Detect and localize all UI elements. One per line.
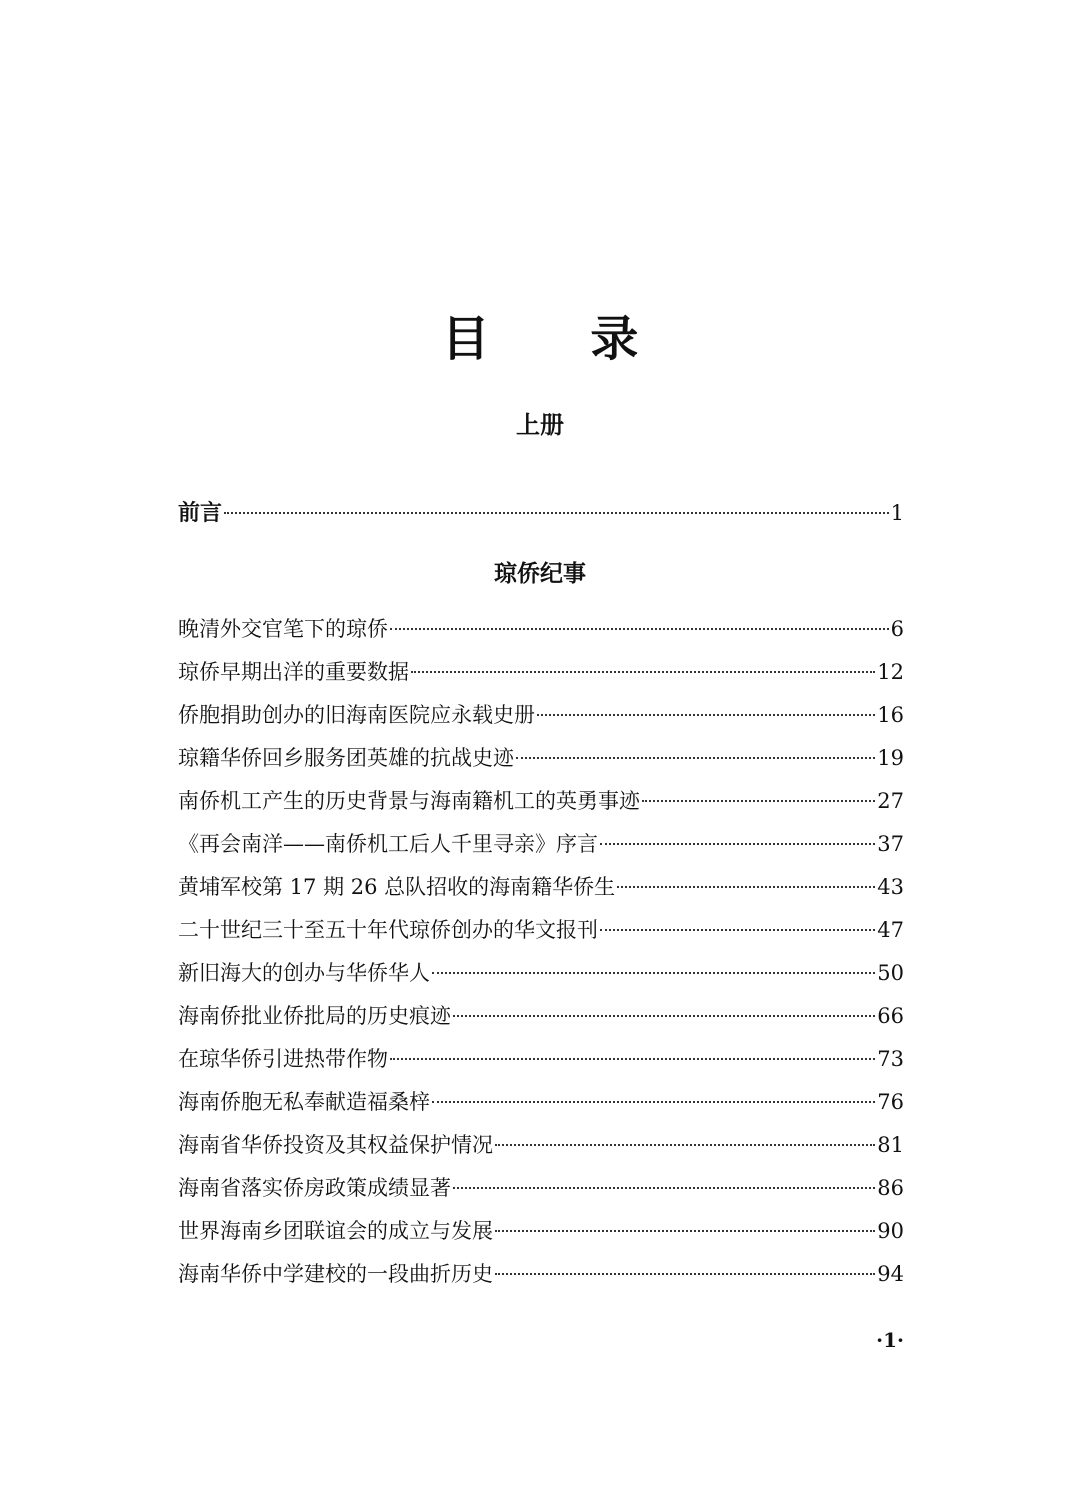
toc-entry bbox=[178, 1216, 904, 1246]
toc-entry-preface bbox=[178, 498, 904, 529]
dot-leader bbox=[453, 1187, 875, 1189]
toc-entry bbox=[178, 614, 904, 644]
dot-leader bbox=[432, 1101, 875, 1103]
toc-entry-page: 19 bbox=[877, 746, 904, 770]
dot-leader bbox=[516, 757, 875, 759]
toc-entry-page: 81 bbox=[877, 1133, 904, 1157]
toc-entry-page: 16 bbox=[877, 703, 904, 727]
toc-entry bbox=[178, 829, 904, 859]
toc-entry-label: 《再会南洋——南侨机工后人千里寻亲》序言 bbox=[178, 832, 598, 856]
toc-entry-label: 新旧海大的创办与华侨华人 bbox=[178, 961, 430, 985]
toc-entry-label: 晚清外交官笔下的琼侨 bbox=[178, 617, 388, 641]
toc-entry-page: 76 bbox=[877, 1090, 904, 1114]
toc-entry bbox=[178, 743, 904, 773]
toc-entry-page: 12 bbox=[877, 660, 904, 684]
toc-entry-label: 海南省落实侨房政策成绩显著 bbox=[178, 1176, 451, 1200]
dot-leader bbox=[390, 628, 889, 630]
dot-leader bbox=[411, 671, 875, 673]
toc-entry bbox=[178, 1173, 904, 1203]
dot-leader bbox=[390, 1058, 875, 1060]
dot-leader bbox=[495, 1273, 875, 1275]
toc-entry-label: 黄埔军校第 17 期 26 总队招收的海南籍华侨生 bbox=[178, 875, 616, 899]
dot-leader bbox=[642, 800, 875, 802]
toc-entry bbox=[178, 657, 904, 687]
toc-entry-page: 50 bbox=[877, 961, 904, 985]
toc-entry-label: 海南华侨中学建校的一段曲折历史 bbox=[178, 1262, 493, 1286]
toc-entry bbox=[178, 786, 904, 816]
volume-heading: 上册 bbox=[516, 411, 564, 439]
toc-entry-label: 侨胞捐助创办的旧海南医院应永载史册 bbox=[178, 703, 535, 727]
toc-entry-label: 二十世纪三十至五十年代琼侨创办的华文报刊 bbox=[178, 918, 598, 942]
toc-entry bbox=[178, 1130, 904, 1160]
dot-leader bbox=[600, 929, 875, 931]
toc-entry-page: 73 bbox=[877, 1047, 904, 1071]
toc-entry-label: 海南省华侨投资及其权益保护情况 bbox=[178, 1133, 493, 1157]
toc-entry-page: 43 bbox=[877, 875, 904, 899]
toc-entry-page: 37 bbox=[877, 832, 904, 856]
toc-entry-page: 86 bbox=[877, 1176, 904, 1200]
page-number: ·1· bbox=[876, 1328, 904, 1352]
toc-entry-page: 47 bbox=[877, 918, 904, 942]
toc-entry bbox=[178, 1044, 904, 1074]
toc-entry bbox=[178, 958, 904, 988]
toc-entry-label: 琼侨早期出洋的重要数据 bbox=[178, 660, 409, 684]
toc-entry bbox=[178, 1259, 904, 1289]
toc-entry-label: 海南侨批业侨批局的历史痕迹 bbox=[178, 1004, 451, 1028]
toc-entry-page: 6 bbox=[890, 617, 904, 641]
toc-entry bbox=[178, 915, 904, 945]
toc-entry-label: 前言 bbox=[178, 501, 223, 526]
toc-entry-page: 90 bbox=[877, 1219, 904, 1243]
dot-leader bbox=[224, 512, 889, 514]
toc-entry-label: 世界海南乡团联谊会的成立与发展 bbox=[178, 1219, 493, 1243]
dot-leader bbox=[600, 843, 875, 845]
toc-entry-page: 1 bbox=[890, 501, 904, 525]
dot-leader bbox=[617, 886, 875, 888]
toc-entry-label: 海南侨胞无私奉献造福桑梓 bbox=[178, 1090, 430, 1114]
dot-leader bbox=[495, 1144, 875, 1146]
toc-entry-page: 27 bbox=[877, 789, 904, 813]
section-heading: 琼侨纪事 bbox=[494, 561, 586, 587]
dot-leader bbox=[537, 714, 875, 716]
toc-entry bbox=[178, 700, 904, 730]
dot-leader bbox=[432, 972, 875, 974]
dot-leader bbox=[495, 1230, 875, 1232]
toc-entry bbox=[178, 1087, 904, 1117]
toc-entry-label: 南侨机工产生的历史背景与海南籍机工的英勇事迹 bbox=[178, 789, 640, 813]
toc-entry bbox=[178, 1001, 904, 1031]
page-title: 目 录 bbox=[441, 311, 681, 367]
dot-leader bbox=[453, 1015, 875, 1017]
toc-entry-page: 94 bbox=[877, 1262, 904, 1286]
toc-entry-page: 66 bbox=[877, 1004, 904, 1028]
toc-entry-label: 在琼华侨引进热带作物 bbox=[178, 1047, 388, 1071]
toc-entry-label: 琼籍华侨回乡服务团英雄的抗战史迹 bbox=[178, 746, 514, 770]
toc-entry bbox=[178, 872, 904, 902]
